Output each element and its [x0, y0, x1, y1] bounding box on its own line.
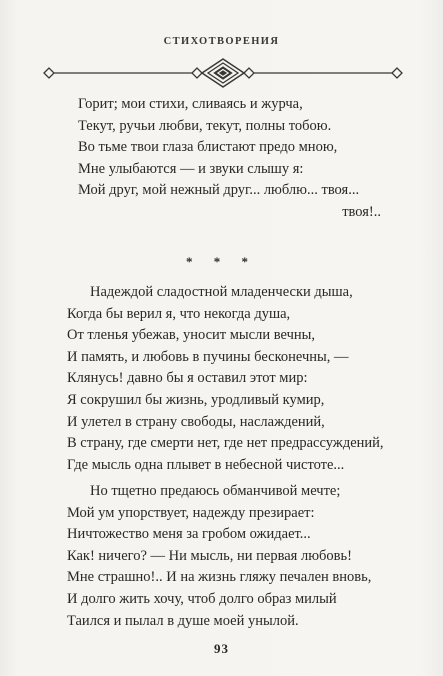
stanza-1 [0, 94, 443, 224]
verse-line: И улетел в страну свободы, наслаждений, [67, 413, 325, 430]
section-separator: * * * [186, 254, 257, 269]
verse-line: Где мысль одна плывет в небесной чистоте... [67, 456, 345, 473]
stanza-3 [0, 481, 443, 632]
verse-line: В страну, где смерти нет, где нет предрассуждений, [67, 435, 384, 452]
stanza-2 [0, 282, 443, 476]
verse-line: Когда бы верил я, что некогда душа, [67, 305, 291, 322]
diamond-ornament-icon [40, 58, 406, 88]
verse-line: Ничтожество меня за гробом ожидает... [67, 526, 311, 543]
verse-line: Мой ум упорствует, надежду презирает: [67, 504, 315, 521]
verse-line: Горит; мои стихи, сливаясь и журча, [78, 96, 303, 112]
verse-line: Мне улыбаются — и звуки слышу я: [78, 160, 304, 177]
verse-line: И память, и любовь в пучины бесконечны, — [67, 348, 349, 365]
verse-line: Я сокрушил бы жизнь, уродливый кумир, [67, 391, 325, 408]
verse-line: Надеждой сладостной младенчески дыша, [90, 284, 353, 300]
verse-line: Мой друг, мой нежный друг... люблю... твоя... [78, 182, 360, 199]
verse-line: Клянусь! давно бы я оставил этот мир: [67, 370, 308, 387]
verse-line: Текут, ручьи любви, текут, полны тобою. [78, 117, 332, 134]
verse-line: Мне страшно!.. И на жизнь гляжу печален вновь, [67, 569, 372, 586]
verse-line: От тленья убежав, уносит мысли вечны, [67, 327, 315, 344]
verse-line: Таился и пылал в душе моей унылой. [67, 612, 299, 629]
verse-line: Как! ничего? — Ни мысль, ни первая любовь! [67, 547, 352, 564]
running-head: СТИХОТВОРЕНИЯ [163, 36, 280, 47]
verse-line: Во тьме твои глаза блистают предо мною, [78, 139, 338, 156]
page-number: 93 [214, 641, 229, 656]
verse-line: Но тщетно предаюсь обманчивой мечте; [90, 483, 341, 499]
verse-line-continuation: твоя!.. [342, 203, 381, 220]
verse-line: И долго жить хочу, чтоб долго образ милый [67, 590, 337, 607]
